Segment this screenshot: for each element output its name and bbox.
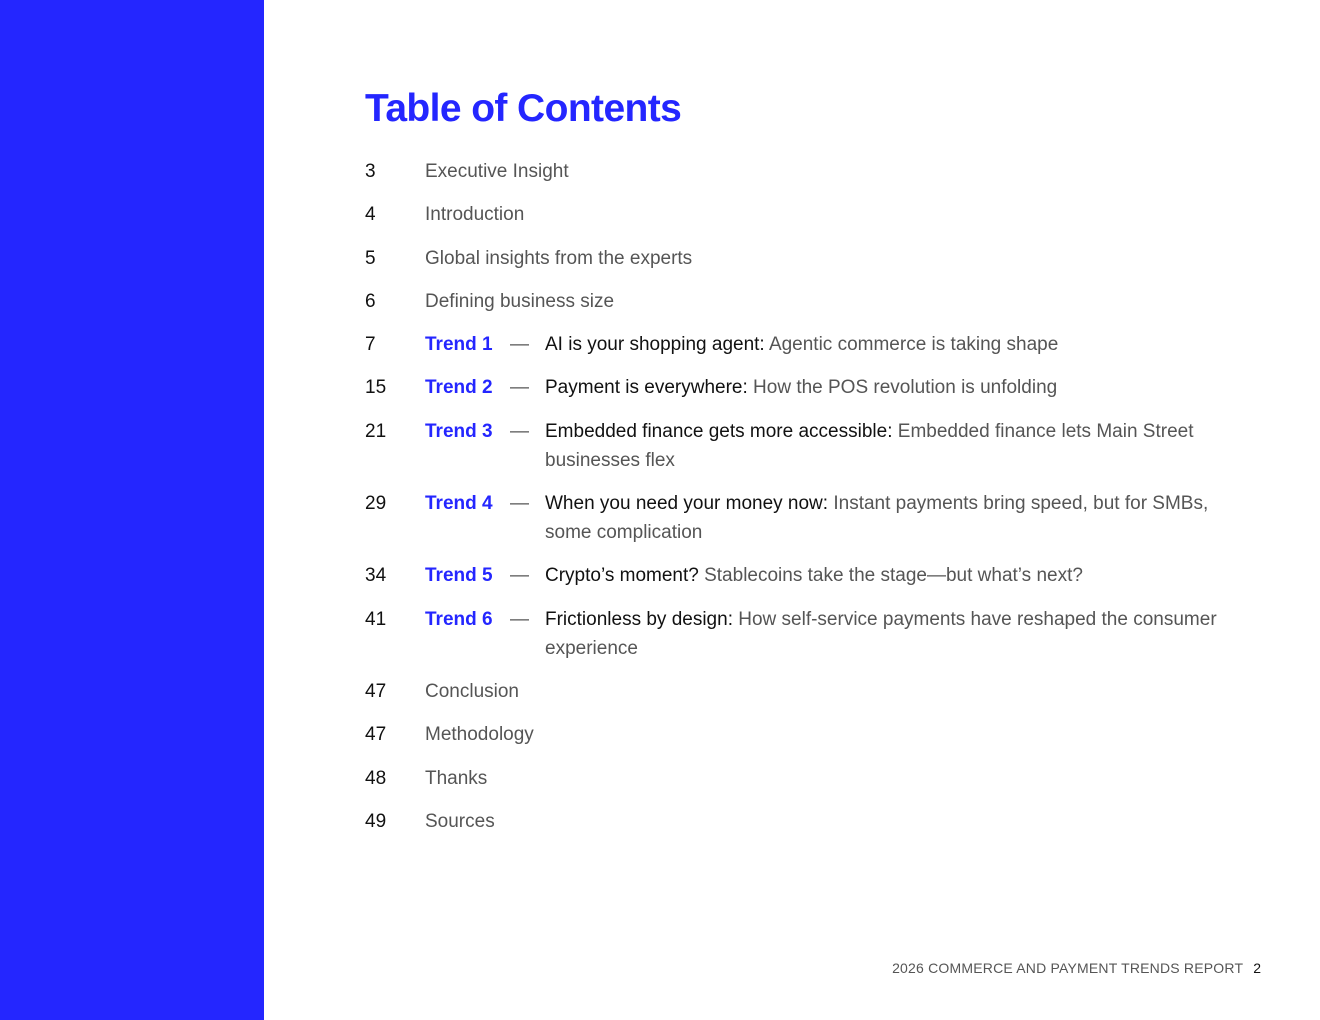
toc-entry-spacer <box>545 677 1235 706</box>
toc-entry-label: Thanks <box>425 767 488 789</box>
toc-page-number: 21 <box>365 420 387 442</box>
em-dash: — <box>510 334 529 356</box>
trend-subtitle: Embedded finance lets Main Street businesses flex <box>545 420 1194 471</box>
trend-headline: Crypto’s moment? <box>545 565 699 587</box>
trend-label: Trend 2 <box>425 377 493 399</box>
toc-page-number: 5 <box>365 247 376 269</box>
toc-page-number: 7 <box>365 334 376 356</box>
toc-entry-label: Methodology <box>425 724 534 746</box>
toc-page-number: 47 <box>365 724 387 746</box>
table-of-contents <box>365 157 1235 850</box>
toc-entry-thanks[interactable] <box>365 764 1235 793</box>
toc-entry-spacer <box>545 720 1235 749</box>
trend-subtitle: How self-service payments have reshaped the consumer experience <box>545 608 1217 659</box>
toc-entry-label: Sources <box>425 810 495 832</box>
toc-entry-global-insights[interactable] <box>365 244 1235 273</box>
page-footer <box>892 958 1261 978</box>
toc-entry-methodology[interactable] <box>365 720 1235 749</box>
trend-description <box>545 330 1235 359</box>
toc-page-number: 15 <box>365 377 387 399</box>
trend-headline: Payment is everywhere: <box>545 377 748 399</box>
toc-page-number: 4 <box>365 204 376 226</box>
trend-description <box>545 561 1235 590</box>
trend-description <box>545 417 1235 475</box>
toc-entry-label: Defining business size <box>425 290 615 312</box>
toc-entry-trend-5[interactable] <box>365 561 1235 590</box>
trend-subtitle: Instant payments bring speed, but for SMBs, some complication <box>545 493 1209 544</box>
trend-label: Trend 5 <box>425 565 493 587</box>
em-dash: — <box>510 565 529 587</box>
toc-entry-spacer <box>545 157 1235 186</box>
toc-entry-spacer <box>545 807 1235 836</box>
trend-subtitle: Stablecoins take the stage—but what’s next? <box>704 565 1083 587</box>
toc-entry-executive-insight[interactable] <box>365 157 1235 186</box>
toc-entry-introduction[interactable] <box>365 200 1235 229</box>
toc-entry-trend-1[interactable] <box>365 330 1235 359</box>
trend-label: Trend 1 <box>425 334 493 356</box>
trend-description <box>545 489 1235 547</box>
trend-headline: AI is your shopping agent: <box>545 334 765 356</box>
toc-page-number: 6 <box>365 290 376 312</box>
trend-headline: When you need your money now: <box>545 493 829 515</box>
toc-entry-trend-3[interactable] <box>365 417 1235 475</box>
trend-subtitle: How the POS revolution is unfolding <box>753 377 1058 399</box>
sidebar-color-block <box>0 0 264 1020</box>
toc-entry-label: Executive Insight <box>425 161 569 182</box>
footer-report-title: 2026 COMMERCE AND PAYMENT TRENDS REPORT <box>892 960 1244 976</box>
toc-entry-spacer <box>545 200 1235 229</box>
trend-subtitle: Agentic commerce is taking shape <box>768 334 1059 356</box>
toc-page-number: 47 <box>365 680 387 702</box>
toc-page-number: 34 <box>365 565 387 587</box>
toc-page-number: 3 <box>365 161 376 182</box>
toc-entry-spacer <box>545 764 1235 793</box>
toc-page-number: 41 <box>365 608 387 630</box>
page-title: Table of Contents <box>365 87 682 130</box>
trend-label: Trend 6 <box>425 608 493 630</box>
toc-entry-trend-6[interactable] <box>365 605 1235 663</box>
toc-page-number: 48 <box>365 767 387 789</box>
trend-label: Trend 3 <box>425 420 493 442</box>
em-dash: — <box>510 377 529 399</box>
trend-headline: Frictionless by design: <box>545 608 733 630</box>
toc-entry-defining-business-size[interactable] <box>365 287 1235 316</box>
toc-page-number: 49 <box>365 810 387 832</box>
toc-page-number: 29 <box>365 493 387 515</box>
toc-entry-label: Global insights from the experts <box>425 247 693 269</box>
toc-entry-label: Conclusion <box>425 680 519 702</box>
trend-headline: Embedded finance gets more accessible: <box>545 420 893 442</box>
toc-entry-sources[interactable] <box>365 807 1235 836</box>
em-dash: — <box>510 420 529 442</box>
toc-entry-trend-2[interactable] <box>365 373 1235 402</box>
toc-entry-label: Introduction <box>425 204 525 226</box>
em-dash: — <box>510 493 529 515</box>
toc-entry-spacer <box>545 287 1235 316</box>
em-dash: — <box>510 608 529 630</box>
footer-page-number: 2 <box>1253 960 1261 976</box>
trend-description <box>545 605 1235 663</box>
toc-entry-trend-4[interactable] <box>365 489 1235 547</box>
trend-description <box>545 373 1235 402</box>
toc-entry-conclusion[interactable] <box>365 677 1235 706</box>
trend-label: Trend 4 <box>425 493 493 515</box>
